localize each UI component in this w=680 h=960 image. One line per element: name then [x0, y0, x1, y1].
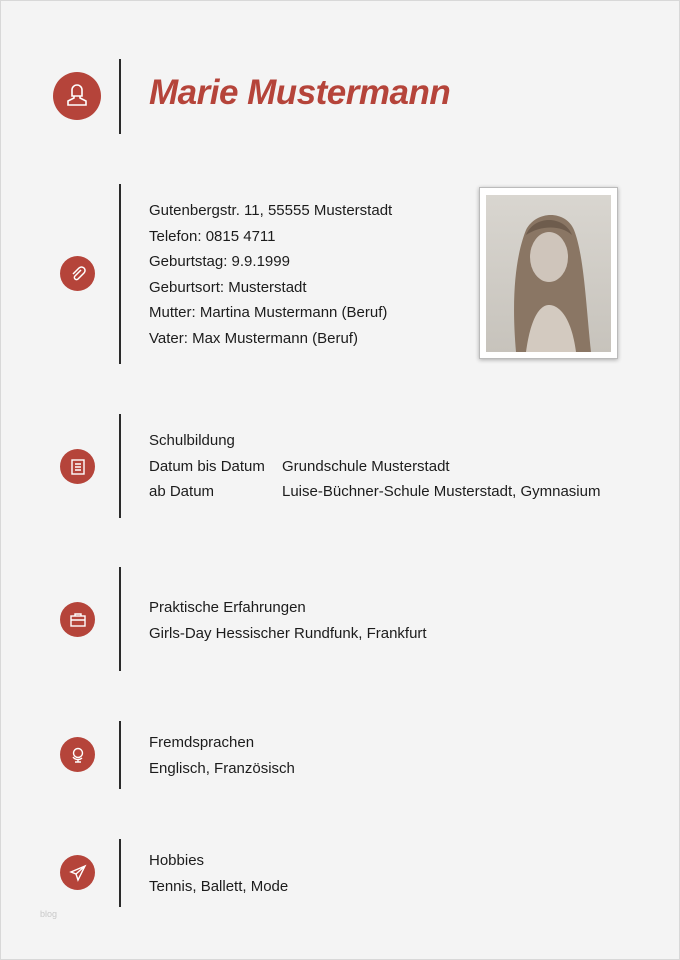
hobbies-block [149, 848, 288, 899]
notebook-icon [60, 449, 95, 484]
languages-block [149, 730, 295, 781]
divider [119, 567, 121, 671]
experience-text: Girls-Day Hessischer Rundfunk, Frankfurt [149, 624, 427, 642]
languages-text: Englisch, Französisch [149, 759, 295, 777]
divider [119, 839, 121, 907]
father: Vater: Max Mustermann (Beruf) [149, 329, 358, 347]
experience-block [149, 595, 427, 646]
paperclip-icon [60, 256, 95, 291]
school-name: Luise-Büchner-Schule Musterstadt, Gymnasium [282, 483, 601, 501]
page-title: Marie Mustermann [149, 73, 451, 112]
contact-block [149, 198, 392, 352]
hobbies-text: Tennis, Ballett, Mode [149, 877, 289, 895]
school-row [149, 454, 600, 480]
address: Gutenbergstr. 11, 55555 Musterstadt [149, 202, 393, 219]
divider [119, 59, 121, 134]
birthplace: Geburtsort: Musterstadt [149, 278, 307, 296]
languages-title: Fremdsprachen [149, 734, 255, 751]
divider [119, 414, 121, 518]
divider [119, 721, 121, 789]
briefcase-icon [60, 602, 95, 637]
phone: Telefon: 0815 4711 [149, 227, 276, 245]
hobbies-title: Hobbies [149, 852, 205, 869]
school-block [149, 428, 600, 505]
globe-icon [60, 737, 95, 772]
watermark: blog [40, 909, 58, 919]
mother: Mutter: Martina Mustermann (Beruf) [149, 304, 388, 322]
profile-photo [479, 187, 618, 359]
paper-plane-icon [60, 855, 95, 890]
school-title: Schulbildung [149, 432, 235, 449]
birthday: Geburtstag: 9.9.1999 [149, 253, 290, 271]
school-row [149, 479, 600, 505]
experience-title: Praktische Erfahrungen [149, 599, 306, 616]
person-icon [53, 72, 101, 120]
school-date: Datum bis Datum [149, 457, 265, 475]
school-name: Grundschule Musterstadt [282, 457, 450, 475]
divider [119, 184, 121, 364]
school-date: ab Datum [149, 483, 215, 501]
